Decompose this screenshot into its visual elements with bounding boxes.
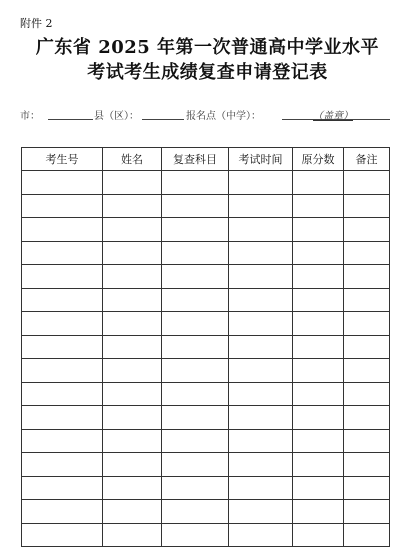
table-cell[interactable] xyxy=(344,500,390,524)
table-cell[interactable] xyxy=(162,359,229,383)
table-cell[interactable] xyxy=(293,382,344,406)
table-body xyxy=(22,171,390,547)
table-cell[interactable] xyxy=(344,241,390,265)
table-cell[interactable] xyxy=(162,500,229,524)
table-row xyxy=(22,453,390,477)
table-cell[interactable] xyxy=(344,288,390,312)
table-row xyxy=(22,500,390,524)
table-cell[interactable] xyxy=(229,218,293,242)
table-cell[interactable] xyxy=(344,312,390,336)
table-cell[interactable] xyxy=(229,312,293,336)
table-cell[interactable] xyxy=(22,335,103,359)
table-row xyxy=(22,429,390,453)
table-cell[interactable] xyxy=(344,476,390,500)
exam-site-label: 报名点（中学）： xyxy=(186,111,261,122)
form-header-fields xyxy=(20,107,400,123)
table-cell[interactable] xyxy=(229,288,293,312)
table-cell[interactable] xyxy=(344,335,390,359)
table-cell[interactable] xyxy=(293,171,344,195)
table-row xyxy=(22,218,390,242)
table-cell[interactable] xyxy=(162,523,229,547)
table-cell[interactable] xyxy=(344,359,390,383)
table-cell[interactable] xyxy=(229,335,293,359)
table-cell[interactable] xyxy=(293,453,344,477)
table-cell[interactable] xyxy=(162,171,229,195)
table-cell[interactable] xyxy=(293,335,344,359)
table-cell[interactable] xyxy=(103,359,162,383)
table-cell[interactable] xyxy=(344,218,390,242)
table-row xyxy=(22,194,390,218)
table-cell[interactable] xyxy=(229,453,293,477)
table-cell[interactable] xyxy=(344,523,390,547)
table-cell[interactable] xyxy=(162,218,229,242)
table-cell[interactable] xyxy=(162,241,229,265)
table-cell[interactable] xyxy=(229,500,293,524)
table-row xyxy=(22,382,390,406)
table-cell[interactable] xyxy=(22,171,103,195)
table-cell[interactable] xyxy=(22,500,103,524)
table-cell[interactable] xyxy=(22,194,103,218)
table-row xyxy=(22,523,390,547)
table-row xyxy=(22,406,390,430)
city-blank[interactable] xyxy=(48,119,93,120)
table-cell[interactable] xyxy=(103,312,162,336)
column-header-remarks: 备注 xyxy=(344,148,390,171)
table-cell[interactable] xyxy=(344,406,390,430)
table-cell[interactable] xyxy=(162,453,229,477)
registration-table xyxy=(21,147,390,547)
table-cell[interactable] xyxy=(103,194,162,218)
table-cell[interactable] xyxy=(293,523,344,547)
table-cell[interactable] xyxy=(103,171,162,195)
table-cell[interactable] xyxy=(22,523,103,547)
table-cell[interactable] xyxy=(103,406,162,430)
column-header-exam-time: 考试时间 xyxy=(229,148,293,171)
table-cell[interactable] xyxy=(229,406,293,430)
table-cell[interactable] xyxy=(22,476,103,500)
table-cell[interactable] xyxy=(229,382,293,406)
table-cell[interactable] xyxy=(22,406,103,430)
table-cell[interactable] xyxy=(229,476,293,500)
table-cell[interactable] xyxy=(293,500,344,524)
table-cell[interactable] xyxy=(229,171,293,195)
table-cell[interactable] xyxy=(22,382,103,406)
table-row xyxy=(22,288,390,312)
county-blank[interactable] xyxy=(142,119,184,120)
table-cell[interactable] xyxy=(229,194,293,218)
table-cell[interactable] xyxy=(293,312,344,336)
table-cell[interactable] xyxy=(229,359,293,383)
table-cell[interactable] xyxy=(162,312,229,336)
table-cell[interactable] xyxy=(293,288,344,312)
table-cell[interactable] xyxy=(103,265,162,289)
table-cell[interactable] xyxy=(103,382,162,406)
table-row xyxy=(22,359,390,383)
table-cell[interactable] xyxy=(103,500,162,524)
form-title-line2: 考试考生成绩复查申请登记表 xyxy=(87,62,328,83)
table-cell[interactable] xyxy=(162,194,229,218)
table-cell[interactable] xyxy=(162,265,229,289)
table-cell[interactable] xyxy=(22,218,103,242)
table-row xyxy=(22,335,390,359)
table-cell[interactable] xyxy=(162,476,229,500)
table-cell[interactable] xyxy=(22,241,103,265)
stamp-label: （盖章） xyxy=(313,111,353,122)
table-cell[interactable] xyxy=(103,429,162,453)
county-label: 县（区）： xyxy=(94,111,139,122)
column-header-subject: 复查科目 xyxy=(162,148,229,171)
table-cell[interactable] xyxy=(293,218,344,242)
attachment-label: 附件 2 xyxy=(20,17,53,30)
form-title-line1: 广东省 2025 年第一次普通高中学业水平 xyxy=(35,37,380,58)
table-cell[interactable] xyxy=(22,288,103,312)
table-cell[interactable] xyxy=(229,265,293,289)
city-label: 市： xyxy=(20,111,40,122)
table-row xyxy=(22,241,390,265)
table-cell[interactable] xyxy=(229,429,293,453)
table-cell[interactable] xyxy=(162,429,229,453)
table-cell[interactable] xyxy=(22,312,103,336)
table-cell[interactable] xyxy=(103,476,162,500)
table-cell[interactable] xyxy=(22,429,103,453)
table-cell[interactable] xyxy=(162,406,229,430)
table-header-row xyxy=(22,148,390,171)
table-cell[interactable] xyxy=(344,265,390,289)
table-cell[interactable] xyxy=(22,453,103,477)
column-header-original-score: 原分数 xyxy=(293,148,344,171)
table-cell[interactable] xyxy=(162,288,229,312)
table-cell[interactable] xyxy=(229,241,293,265)
table-cell[interactable] xyxy=(344,429,390,453)
table-cell[interactable] xyxy=(293,359,344,383)
table-cell[interactable] xyxy=(344,194,390,218)
table-cell[interactable] xyxy=(293,406,344,430)
table-cell[interactable] xyxy=(22,359,103,383)
table-row xyxy=(22,476,390,500)
table-cell[interactable] xyxy=(22,265,103,289)
table-cell[interactable] xyxy=(162,335,229,359)
table-cell[interactable] xyxy=(344,382,390,406)
table-cell[interactable] xyxy=(103,218,162,242)
column-header-name: 姓名 xyxy=(103,148,162,171)
table-cell[interactable] xyxy=(103,288,162,312)
table-cell[interactable] xyxy=(162,382,229,406)
table-row xyxy=(22,171,390,195)
table-cell[interactable] xyxy=(103,523,162,547)
table-cell[interactable] xyxy=(103,453,162,477)
table-cell[interactable] xyxy=(293,265,344,289)
table-row xyxy=(22,312,390,336)
table-cell[interactable] xyxy=(344,453,390,477)
table-cell[interactable] xyxy=(344,171,390,195)
table-cell[interactable] xyxy=(293,429,344,453)
table-cell[interactable] xyxy=(103,241,162,265)
table-cell[interactable] xyxy=(293,241,344,265)
column-header-student-id: 考生号 xyxy=(22,148,103,171)
table-row xyxy=(22,265,390,289)
table-cell[interactable] xyxy=(293,194,344,218)
table-cell[interactable] xyxy=(103,335,162,359)
table-cell[interactable] xyxy=(229,523,293,547)
table-cell[interactable] xyxy=(293,476,344,500)
